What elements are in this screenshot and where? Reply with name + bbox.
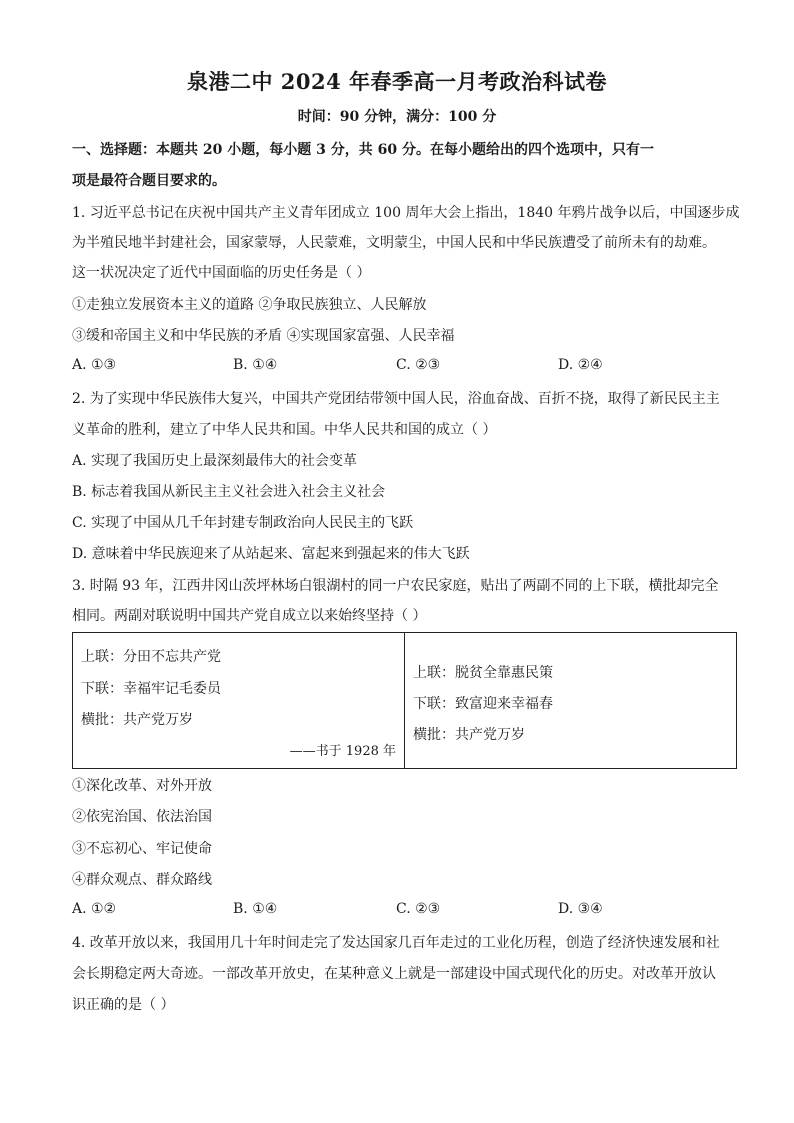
q2-stem-line2: 义革命的胜利，建立了中华人民共和国。中华人民共和国的成立（ ）	[72, 422, 497, 438]
couplet-table	[72, 632, 737, 769]
q2-option-b[interactable]: B. 标志着我国从新民主主义社会进入社会主义社会	[72, 484, 386, 500]
couplet-left-lower: 下联：幸福牢记毛委员	[81, 681, 221, 697]
q1-stem-line3: 这一状况决定了近代中国面临的历史任务是（ ）	[72, 265, 371, 281]
couplet-right-cell	[405, 633, 737, 769]
q3-stem-line1: 3. 时隔 93 年，江西井冈山茨坪林场白银湖村的同一户农民家庭，贴出了两副不同的上下联，横批却完全	[72, 578, 719, 594]
q3-option-c[interactable]: C. ②③	[396, 901, 441, 917]
couplet-left-horizontal: 横批：共产党万岁	[81, 712, 193, 728]
q4-stem-line3: 识正确的是（ ）	[72, 997, 175, 1013]
q1-statement-row2: ③缓和帝国主义和中华民族的矛盾 ④实现国家富强、人民幸福	[72, 328, 455, 344]
q4-stem-line2: 会长期稳定两大奇迹。一部改革开放史，在某种意义上就是一部建设中国式现代化的历史。对改革开放认	[72, 966, 716, 982]
exam-subtitle: 时间：90 分钟，满分：100 分	[297, 109, 497, 125]
couplet-right-upper: 上联：脱贫全靠惠民策	[413, 665, 553, 681]
q3-statement-3: ③不忘初心、牢记使命	[72, 841, 212, 857]
section-heading-line2: 项是最符合题目要求的。	[72, 173, 226, 189]
q3-statement-1: ①深化改革、对外开放	[72, 778, 212, 794]
q4-stem-line1: 4. 改革开放以来，我国用几十年时间走完了发达国家几百年走过的工业化历程，创造了经济快速发展和社	[72, 935, 720, 951]
q3-statement-2: ②依宪治国、依法治国	[72, 809, 212, 825]
couplet-left-upper: 上联：分田不忘共产党	[81, 649, 221, 665]
section-heading-line1: 一、选择题：本题共 20 小题，每小题 3 分，共 60 分。在每小题给出的四个选项中，只有一	[72, 142, 654, 158]
q3-stem-line2: 相同。两副对联说明中国共产党自成立以来始终坚持（ ）	[72, 608, 427, 624]
q3-option-b[interactable]: B. ①④	[233, 901, 278, 917]
q1-option-d[interactable]: D. ②④	[558, 357, 603, 373]
q2-option-c[interactable]: C. 实现了中国从几千年封建专制政治向人民民主的飞跃	[72, 515, 414, 531]
q1-option-a[interactable]: A. ①③	[72, 357, 117, 373]
q2-stem-line1: 2. 为了实现中华民族伟大复兴，中国共产党团结带领中国人民，浴血奋战、百折不挠，取得了新民民主主	[72, 391, 720, 407]
exam-title: 泉港二中 2024 年春季高一月考政治科试卷	[186, 69, 608, 94]
q1-statement-row1: ①走独立发展资本主义的道路 ②争取民族独立、人民解放	[72, 297, 427, 313]
q2-option-d[interactable]: D. 意味着中华民族迎来了从站起来、富起来到强起来的伟大飞跃	[72, 546, 470, 562]
couplet-right-lower: 下联：致富迎来幸福春	[413, 696, 553, 712]
q1-option-b[interactable]: B. ①④	[233, 357, 278, 373]
couplet-left-cell	[73, 633, 405, 769]
couplet-left-date-note: ——书于 1928 年	[289, 744, 396, 759]
q1-stem-line1: 1. 习近平总书记在庆祝中国共产主义青年团成立 100 周年大会上指出，1840 年鸦片战争以后，中国逐步成	[72, 205, 740, 221]
q3-statement-4: ④群众观点、群众路线	[72, 872, 212, 888]
q3-option-d[interactable]: D. ③④	[558, 901, 603, 917]
q3-option-a[interactable]: A. ①②	[72, 901, 117, 917]
q2-option-a[interactable]: A. 实现了我国历史上最深刻最伟大的社会变革	[72, 453, 358, 469]
couplet-right-horizontal: 横批：共产党万岁	[413, 727, 525, 743]
q1-stem-line2: 为半殖民地半封建社会，国家蒙辱，人民蒙难，文明蒙尘，中国人民和中华民族遭受了前所未有的劫难。	[72, 235, 716, 251]
q1-option-c[interactable]: C. ②③	[396, 357, 441, 373]
